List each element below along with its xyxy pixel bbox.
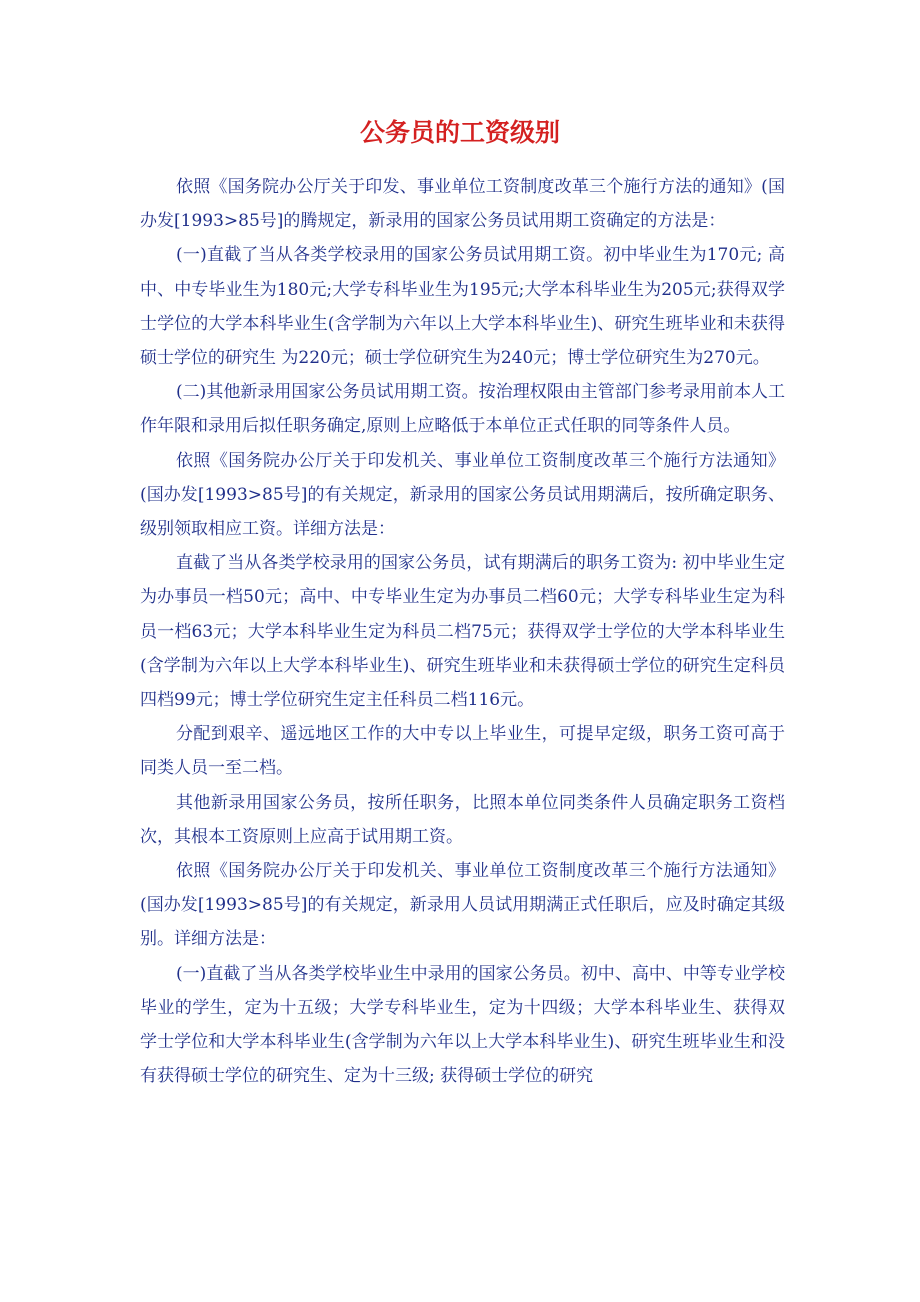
document-title: 公务员的工资级别 (359, 118, 560, 147)
paragraph-5: 直截了当从各类学校录用的国家公务员，试有期满后的职务工资为: 初中毕业生定为办事员一档50元；高中、中专毕业生定为办事员二档60元；大学专科毕业生定为科员一档63元；大学本科毕业生定为科员二档75元；获得双学士学位的大学本科毕业生(含学制为六年以上大学本科毕业生)、研究生班毕业和未获得硕士学位的研究生定科员四档99元；博士学位研究生定主任科员二档116元。 (140, 553, 785, 711)
paragraph-7: 其他新录用国家公务员，按所任职务，比照本单位同类条件人员确定职务工资档次，其根本工资原则上应高于试用期工资。 (140, 792, 785, 847)
paragraph-6: 分配到艰辛、遥远地区工作的大中专以上毕业生，可提早定级，职务工资可高于同类人员一至二档。 (140, 724, 785, 779)
paragraph-3: (二)其他新录用国家公务员试用期工资。按治理权限由主管部门参考录用前本人工作年限和录用后拟任职务确定,原则上应略低于本单位正式任职的同等条件人员。 (140, 382, 785, 437)
paragraph-4: 依照《国务院办公厅关于印发机关、事业单位工资制度改革三个施行方法通知》(国办发[1993>85号]的有关规定，新录用的国家公务员试用期满后，按所确定职务、级别领取相应工资。详细方法是： (140, 450, 785, 540)
paragraph-2: (一)直截了当从各类学校录用的国家公务员试用期工资。初中毕业生为170元; 高中、中专毕业生为180元;大学专科毕业生为195元;大学本科毕业生为205元;获得双学士学位的大学本科毕业生(含学制为六年以上大学本科毕业生)、研究生班毕业和未获得硕士学位的研究生 为220元；硕士学位研究生为240元；博士学位研究生为270元。 (140, 245, 785, 369)
paragraph-1: 依照《国务院办公厅关于印发、事业单位工资制度改革三个施行方法的通知》(国办发[1993>85号]的腾规定，新录用的国家公务员试用期工资确定的方法是： (140, 177, 785, 232)
paragraph-8: 依照《国务院办公厅关于印发机关、事业单位工资制度改革三个施行方法通知》(国办发[1993>85号]的有关规定，新录用人员试用期满正式任职后，应及时确定其级别。详细方法是： (140, 861, 785, 950)
paragraph-9: (一)直截了当从各类学校毕业生中录用的国家公务员。初中、高中、中等专业学校毕业的学生，定为十五级；大学专科毕业生，定为十四级；大学本科毕业生、获得双学士学位和大学本科毕业生(含学制为六年以上大学本科毕业生)、研究生班毕业生和没有获得硕士学位的研究生、定为十三级; 获得硕士学位的研究 (140, 963, 785, 1087)
document-body (140, 170, 785, 1093)
